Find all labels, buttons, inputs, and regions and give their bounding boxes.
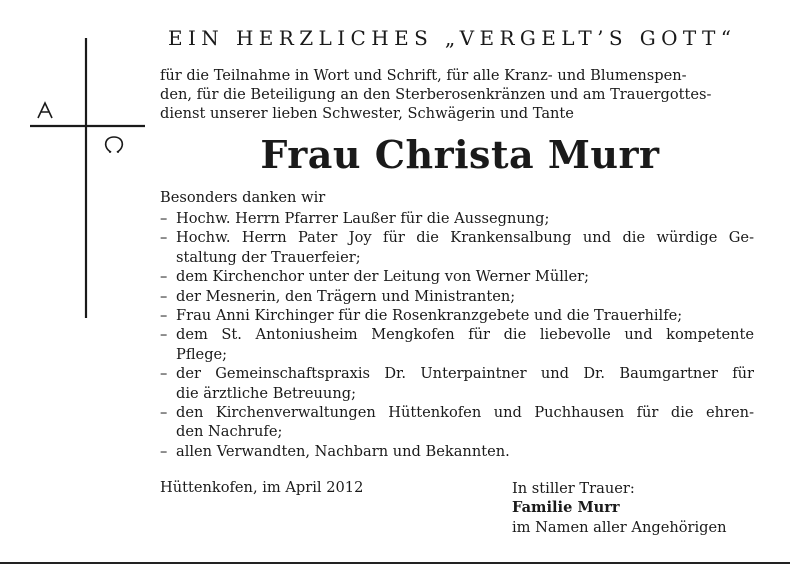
thanks-item-line: allen Verwandten, Nachbarn und Bekannten. [176,442,510,460]
thanks-item [160,403,754,442]
signoff [512,479,727,537]
thanks-item-line: der Gemeinschaftspraxis Dr. Unterpaintner und Dr. Baumgartner für [176,365,754,383]
signoff-line: im Namen aller Angehörigen [512,518,727,536]
headline: EIN HERZLICHES „VERGELT’S GOTT“ [168,26,737,50]
thanks-item [160,209,754,228]
dash-bullet: – [160,268,168,286]
dash-bullet: – [160,404,168,422]
cross-alpha-omega-icon [0,0,150,565]
thanks-item-line: staltung der Trauerfeier; [176,248,361,266]
thanks-item-line: den Nachrufe; [176,423,283,441]
thanks-item [160,228,754,267]
dash-bullet: – [160,287,168,305]
dash-bullet: – [160,307,168,325]
thanks-item-line: dem St. Antoniusheim Mengkofen für die liebevolle und kompetente [176,326,754,344]
thanks-item-line: dem Kirchenchor unter der Leitung von Werner Müller; [176,268,590,286]
deceased-name: Frau Christa Murr [260,132,660,177]
place-date: Hüttenkofen, im April 2012 [160,479,364,496]
dash-bullet: – [160,365,168,383]
thanks-item [160,287,754,306]
thanks-intro: Besonders danken wir [160,189,326,206]
thanks-item-line: Hochw. Herrn Pfarrer Laußer für die Aussegnung; [176,210,550,227]
dash-bullet: – [160,210,168,227]
thanks-item-line: Hochw. Herrn Pater Joy für die Krankensalbung und die würdige Ge- [176,229,754,247]
thanks-item [160,325,754,364]
thanks-item [160,267,754,286]
intro-text [160,66,760,123]
bottom-rule [0,562,790,564]
thanks-item-line: der Mesnerin, den Trägern und Ministranten; [176,287,516,305]
dash-bullet: – [160,442,168,460]
intro-line: für die Teilnahme in Wort und Schrift, für alle Kranz- und Blumenspen- [160,67,687,84]
thanks-item [160,442,754,461]
thanks-item-line: die ärztliche Betreuung; [176,384,356,402]
intro-line: dienst unserer lieben Schwester, Schwägerin und Tante [160,105,574,122]
signoff-line: In stiller Trauer: [512,480,635,497]
dash-bullet: – [160,326,168,344]
thanks-item [160,364,754,403]
thanks-list [160,209,754,461]
thanks-item-line: den Kirchenverwaltungen Hüttenkofen und Puchhausen für die ehren- [176,404,754,422]
thanks-item-line: Pflege; [176,345,228,363]
thanks-item-line: Frau Anni Kirchinger für die Rosenkranzgebete und die Trauerhilfe; [176,307,683,325]
dash-bullet: – [160,229,168,247]
thanks-item [160,306,754,325]
family-name: Familie Murr [512,499,620,517]
intro-line: den, für die Beteiligung an den Sterberosenkränzen und am Trauergottes- [160,86,712,103]
